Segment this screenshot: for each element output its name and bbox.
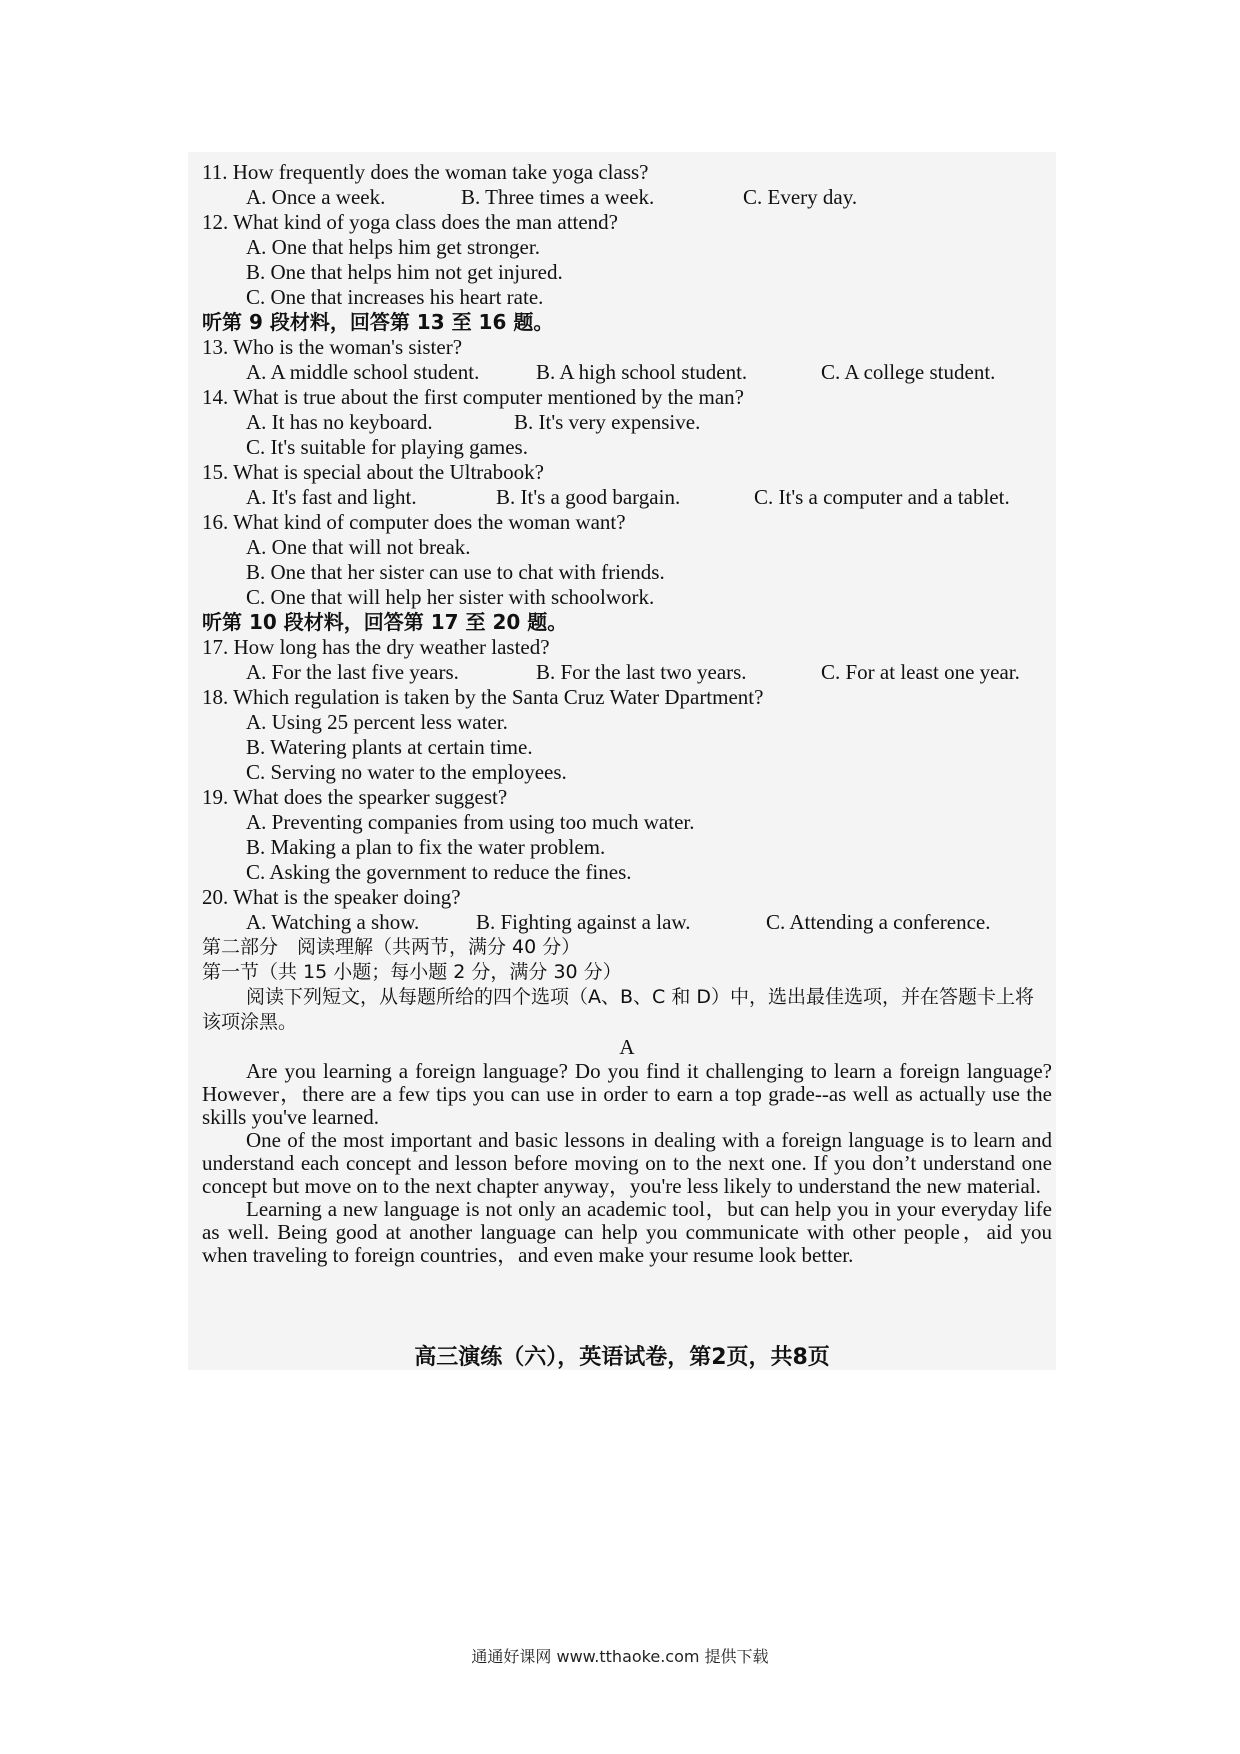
option-c: C. It's suitable for playing games. bbox=[246, 435, 528, 459]
option-a: A. It has no keyboard. bbox=[246, 410, 433, 434]
option-a: A. A middle school student. bbox=[246, 360, 480, 384]
passage-paragraph-1: Are you learning a foreign language? Do you find it challenging to learn a foreign language? However，there are a few tips you can use in order to earn a top grade--as well as actually use the skills you've learned. bbox=[202, 1059, 1052, 1129]
question-20-options bbox=[202, 910, 1052, 935]
option-b: B. For the last two years. bbox=[536, 660, 747, 684]
option-c: C. One that will help her sister with schoolwork. bbox=[246, 585, 655, 609]
option-b: B. Making a plan to fix the water problem. bbox=[246, 835, 606, 859]
option-c: C. For at least one year. bbox=[821, 660, 1020, 684]
question-16: 16. What kind of computer does the woman want? bbox=[202, 510, 626, 534]
option-a: A. Watching a show. bbox=[246, 910, 420, 934]
section-one-heading: 第一节（共 15 小题；每小题 2 分，满分 30 分） bbox=[202, 961, 622, 983]
option-b: B. Three times a week. bbox=[461, 185, 655, 209]
option-b: B. Watering plants at certain time. bbox=[246, 735, 533, 759]
option-a: A. Using 25 percent less water. bbox=[246, 710, 508, 734]
option-c: C. Attending a conference. bbox=[766, 910, 991, 934]
option-b: B. One that her sister can use to chat with friends. bbox=[246, 560, 665, 584]
question-20: 20. What is the speaker doing? bbox=[202, 885, 461, 909]
option-b: B. It's a good bargain. bbox=[496, 485, 681, 509]
reading-instruction: 阅读下列短文，从每题所给的四个选项（A、B、C 和 D）中，选出最佳选项，并在答题卡上将该项涂黑。 bbox=[202, 986, 1035, 1033]
part-two-heading: 第二部分 阅读理解（共两节，满分 40 分） bbox=[202, 936, 581, 958]
option-b: B. One that helps him not get injured. bbox=[246, 260, 563, 284]
question-13-options bbox=[202, 360, 1052, 385]
option-b: B. A high school student. bbox=[536, 360, 748, 384]
option-b: B. Fighting against a law. bbox=[476, 910, 691, 934]
option-b: B. It's very expensive. bbox=[514, 410, 701, 434]
option-a: A. One that will not break. bbox=[246, 535, 471, 559]
passage-paragraph-2: One of the most important and basic lessons in dealing with a foreign language is to learn and understand each concept and lesson before moving on to the next one. If you don’t understand one concept but move on to the next chapter anyway，you're less likely to understand the new material. bbox=[202, 1128, 1052, 1198]
exam-content bbox=[202, 160, 1052, 1267]
option-a: A. Preventing companies from using too much water. bbox=[246, 810, 695, 834]
option-c: C. Every day. bbox=[743, 185, 858, 209]
section-heading-10: 听第 10 段材料，回答第 17 至 20 题。 bbox=[202, 610, 568, 634]
question-18: 18. Which regulation is taken by the Santa Cruz Water Dpartment? bbox=[202, 685, 764, 709]
section-heading-9: 听第 9 段材料，回答第 13 至 16 题。 bbox=[202, 310, 554, 334]
question-12: 12. What kind of yoga class does the man attend? bbox=[202, 210, 619, 234]
question-14-options bbox=[202, 410, 1052, 435]
question-13: 13. Who is the woman's sister? bbox=[202, 335, 463, 359]
question-17: 17. How long has the dry weather lasted? bbox=[202, 635, 550, 659]
option-c: C. Serving no water to the employees. bbox=[246, 760, 567, 784]
download-source-footer: 通通好课网 www.tthaoke.com 提供下载 bbox=[471, 1647, 769, 1666]
option-a: A. One that helps him get stronger. bbox=[246, 235, 540, 259]
question-19: 19. What does the spearker suggest? bbox=[202, 785, 508, 809]
question-11-options bbox=[202, 185, 1052, 210]
question-11: 11. How frequently does the woman take yoga class? bbox=[202, 160, 649, 184]
page-number-footer: 高三演练（六），英语试卷，第2页，共8页 bbox=[414, 1345, 830, 1370]
option-c: C. One that increases his heart rate. bbox=[246, 285, 544, 309]
question-14: 14. What is true about the first computer mentioned by the man? bbox=[202, 385, 744, 409]
option-c: C. A college student. bbox=[821, 360, 996, 384]
passage-paragraph-3: Learning a new language is not only an academic tool，but can help you in your everyday life as well. Being good at another language can help you communicate with other people，aid you when traveling to foreign countries，and even make your resume look better. bbox=[202, 1197, 1052, 1267]
passage-label: A bbox=[619, 1035, 635, 1059]
question-15-options bbox=[202, 485, 1052, 510]
question-17-options bbox=[202, 660, 1052, 685]
option-a: A. For the last five years. bbox=[246, 660, 459, 684]
option-a: A. It's fast and light. bbox=[246, 485, 417, 509]
option-c: C. It's a computer and a tablet. bbox=[754, 485, 1010, 509]
question-15: 15. What is special about the Ultrabook? bbox=[202, 460, 544, 484]
option-c: C. Asking the government to reduce the fines. bbox=[246, 860, 632, 884]
option-a: A. Once a week. bbox=[246, 185, 386, 209]
